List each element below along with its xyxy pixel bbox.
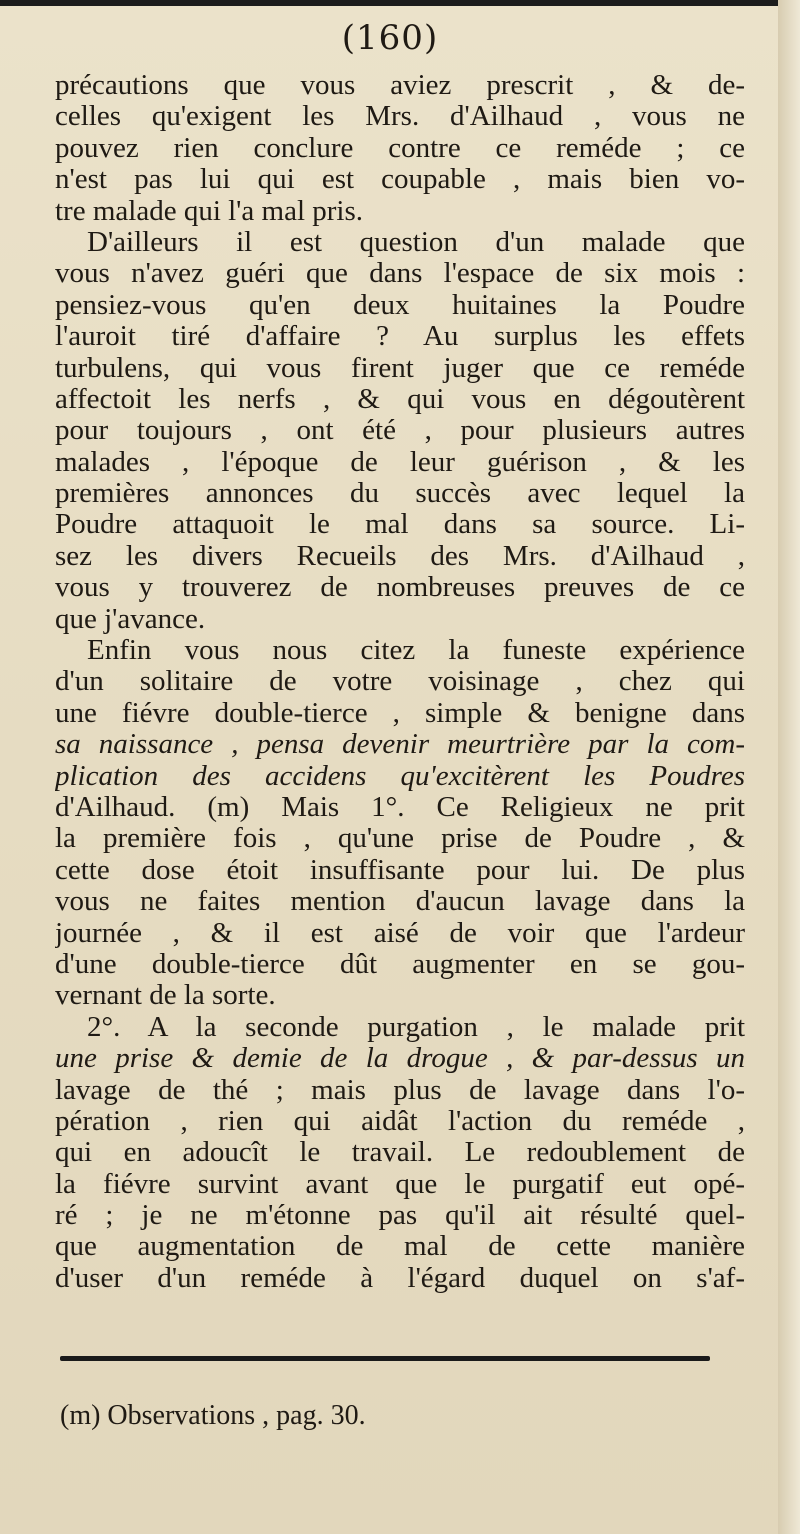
text-line: qui en adoucît le travail. Le redoublement de [55,1137,745,1169]
text-line: premières annonces du succès avec lequel la [55,478,745,510]
text-line: tre malade qui l'a mal pris. [55,195,364,227]
text-line: sa naissance , pensa devenir meurtrière par la com- [55,729,745,761]
text-line: pération , rien qui aidât l'action du reméde , [55,1105,745,1137]
text-line: d'un solitaire de votre voisinage , chez qui [55,666,745,698]
page-right-edge [778,0,800,1534]
text-line: pensiez-vous qu'en deux huitaines la Poudre [55,289,745,321]
text-line: D'ailleurs il est question d'un malade que [87,226,745,258]
text-line: journée , & il est aisé de voir que l'ardeur [55,917,745,949]
text-line: la première fois , qu'une prise de Poudre , & [55,823,745,855]
text-line: pouvez rien conclure contre ce reméde ; ce [55,132,745,164]
text-line: affectoit les nerfs , & qui vous en dégoutèrent [55,383,745,415]
text-line: plication des accidens qu'excitèrent les Poudres [55,760,745,792]
footnote: (m) Observations , pag. 30. [60,1400,366,1431]
text-line: turbulens, qui vous firent juger que ce reméde [55,352,745,384]
body-text [55,70,745,1294]
text-line: vous ne faites mention d'aucun lavage dans la [55,886,745,918]
text-line: d'une double-tierce dût augmenter en se gou- [55,948,745,980]
text-line: l'auroit tiré d'affaire ? Au surplus les effets [55,321,745,353]
text-line: 2°. A la seconde purgation , le malade prit [87,1011,745,1043]
text-line: sez les divers Recueils des Mrs. d'Ailhaud , [55,540,745,572]
footnote-rule [60,1356,710,1361]
text-line: une prise & demie de la drogue , & par-dessus un [55,1043,745,1075]
text-line: pour toujours , ont été , pour plusieurs autres [55,415,745,447]
page-number: (160) [341,18,439,58]
text-line: vernant de la sorte. [55,980,276,1012]
text-line: celles qu'exigent les Mrs. d'Ailhaud , vous ne [55,101,745,133]
page-top-edge [0,0,800,6]
text-line: d'user d'un reméde à l'égard duquel on s'af- [55,1262,745,1294]
text-line: cette dose étoit insuffisante pour lui. De plus [55,854,745,886]
text-line: que augmentation de mal de cette manière [55,1231,745,1263]
text-line: n'est pas lui qui est coupable , mais bien vo- [55,164,745,196]
text-line: malades , l'époque de leur guérison , & les [55,446,745,478]
text-line: ré ; je ne m'étonne pas qu'il ait résulté quel- [55,1200,745,1232]
text-line: précautions que vous aviez prescrit , & de- [55,70,745,101]
text-line: Enfin vous nous citez la funeste expérience [87,635,745,667]
text-line: que j'avance. [55,603,206,635]
text-line: la fiévre survint avant que le purgatif eut opé- [55,1168,745,1200]
text-line: vous y trouverez de nombreuses preuves de ce [55,572,745,604]
text-line: une fiévre double-tierce , simple & benigne dans [55,697,745,729]
text-line: vous n'avez guéri que dans l'espace de six mois : [55,258,745,290]
text-line: d'Ailhaud. (m) Mais 1°. Ce Religieux ne prit [55,791,745,823]
text-line: Poudre attaquoit le mal dans sa source. Li- [55,509,745,541]
text-line: lavage de thé ; mais plus de lavage dans l'o- [55,1074,745,1106]
